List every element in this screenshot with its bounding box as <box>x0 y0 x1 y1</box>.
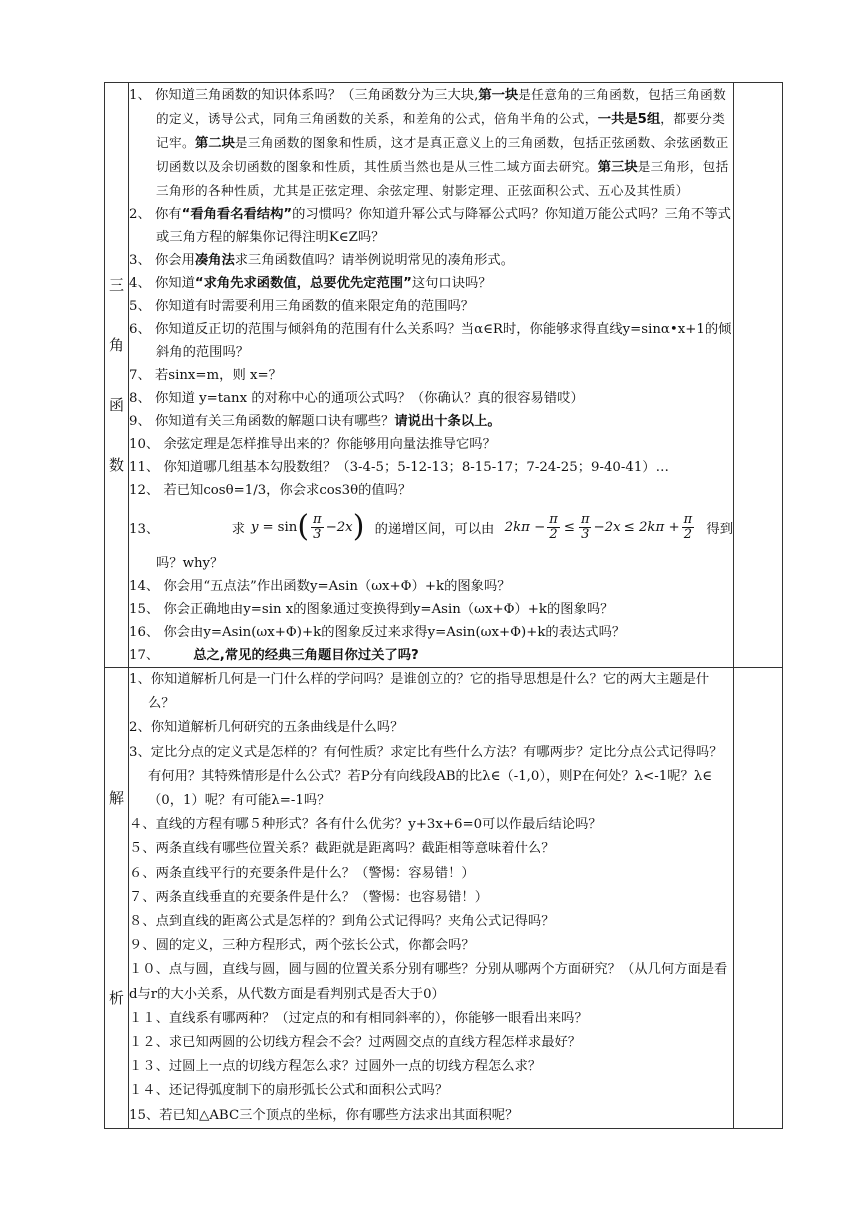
list-item: 3、 你会用凑角法求三角函数值吗？请举例说明常见的凑角形式。 <box>129 253 514 268</box>
list-item: ８、点到直线的距离公式是怎样的？到角公式记得吗？夹角公式记得吗？ <box>129 914 555 930</box>
section-row-trig <box>105 83 783 668</box>
list-item: ５、两条直线有哪些位置关系？截距就是距离吗？截距相等意味着什么？ <box>129 841 555 857</box>
label-char: 析 <box>108 988 124 1007</box>
blank-cell <box>734 83 783 668</box>
list-item: 6、 你知道反正切的范围与倾斜角的范围有什么关系吗？当α∈R时，你能够求得直线y=sinα•x+1的倾斜角的范围吗？ <box>129 322 732 360</box>
label-char: 数 <box>108 456 124 474</box>
list-item: 7、 若sinx=m，则 x=？ <box>129 368 282 383</box>
list-item: ７、两条直线垂直的充要条件是什么？（警惕：也容易错！） <box>129 889 489 905</box>
math-y: y <box>251 519 259 535</box>
list-item: 2、你知道解析几何研究的五条曲线是什么吗？ <box>129 720 404 736</box>
list-item: 3、定比分点的定义式是怎样的？有何性质？求定比有些什么方法？有哪两步？定比分点公式记得吗？有何用？其特殊情形是什么公式？若P分有向线段AB的比λ∈（-1,0），则P在何处？λ<-1呢？λ∈（0，1）呢？有可能λ=-1吗？ <box>129 744 723 809</box>
section-content-trig <box>129 83 734 668</box>
list-item: 2、 你有“看角看名看结构”的习惯吗？你知道升幂公式与降幂公式吗？你知道万能公式吗？三角不等式或三角方程的解集你记得注明K∈Z吗？ <box>129 207 731 245</box>
section-row-analytic <box>105 668 783 1129</box>
section-label-analytic <box>105 668 129 1129</box>
math-sin: sin <box>277 519 298 535</box>
formula-inequality: 2kπ − $\frac{\pi}{2}$ ≤ $\frac{\pi}{3}$ −2x ≤ 2kπ + $\frac{\pi}{2}$ <box>504 511 693 542</box>
list-item: 1、你知道解析几何是一门什么样的学问吗？是谁创立的？它的指导思想是什么？它的两大主题是什么？ <box>129 672 710 712</box>
list-item: １２、求已知两圆的公切线方程会不会？过两圆交点的直线方程怎样求最好？ <box>129 1035 582 1051</box>
list-item: 16、 你会由y=Asin(ωx+Φ)+k的图象反过来求得y=Asin(ωx+Φ)+k的表达式吗？ <box>129 625 626 640</box>
section-label-trig <box>105 83 129 668</box>
label-char: 函 <box>108 396 124 414</box>
formula-post: 得到 <box>706 521 733 537</box>
list-item: 15、若已知△ABC三个顶点的坐标，你有哪些方法求出其面积呢？ <box>129 1107 519 1123</box>
label-char: 三 <box>108 276 124 294</box>
math-frac: $\frac{\pi}{3}$ <box>313 511 322 542</box>
list-item: 17、 总之,常见的经典三角题目你过关了吗? <box>129 648 419 663</box>
math-term: −2x <box>325 519 353 535</box>
section-content-analytic <box>129 668 734 1129</box>
list-item: １１、直线系有哪两种？（过定点的和有相同斜率的），你能够一眼看出来吗？ <box>129 1010 588 1026</box>
list-item: 11、 你知道哪几组基本勾股数组？（3-4-5；5-12-13；8-15-17；7-24-25；9-40-41）… <box>129 460 669 475</box>
list-item: １０、点与圆，直线与圆，圆与圆的位置关系分别有哪些？分别从哪两个方面研究？（从几何方面是看d与r的大小关系，从代数方面是看判别式是否大于0） <box>129 962 728 1002</box>
blank-cell <box>734 668 783 1129</box>
list-item: 1、 你知道三角函数的知识体系吗？（三角函数分为三大块,第一块是任意角的三角函数，包括三角函数的定义，诱导公式，同角三角函数的关系，和差角的公式，倍角半角的公式，一共是5组，都要分类记牢。第二块是三角函数的图象和性质，这才是真正意义上的三角函数，包括正弦函数、余弦函数正切函数以及余切函数的图象和性质，其性质当然也是从三性二域方面去研究。第三块是三角形，包括三角形的各种性质，尤其是正弦定理、余弦定理、射影定理、正弦面积公式、五心及其性质） <box>129 87 729 198</box>
list-item: 5、 你知道有时需要利用三角函数的值来限定角的范围吗？ <box>129 299 475 314</box>
list-item: ６、两条直线平行的充要条件是什么？（警惕：容易错！） <box>129 865 475 881</box>
list-item: 8、 你知道 y=tanx 的对称中心的通项公式吗？（你确认？真的很容易错哎） <box>129 391 584 406</box>
label-char: 角 <box>108 336 124 354</box>
list-item: 12、 若已知cosθ=1/3，你会求cos3θ的值吗？ <box>129 483 412 498</box>
list-item: ９、圆的定义，三种方程形式，两个弦长公式，你都会吗？ <box>129 938 475 954</box>
list-item: 15、 你会正确地由y=sin x的图象通过变换得到y=Asin（ωx+Φ）+k的图象吗？ <box>129 602 614 617</box>
item-number: 13、 <box>129 521 160 537</box>
list-item: １４、还记得弧度制下的扇形弧长公式和面积公式吗？ <box>129 1083 449 1099</box>
formula-math: y = sin ( $\frac{\pi}{3}$ −2x ) 的递增区间，可以由 2kπ − $\frac{\pi}{2}$ ≤ $\frac{\pi}{3}$ −2x ≤ 2kπ + $\frac{\pi}{2}$ 得到 <box>251 509 733 544</box>
list-item: １３、过圆上一点的切线方程怎么求？过圆外一点的切线方程怎么求？ <box>129 1059 542 1075</box>
list-item: 14、 你会用“五点法”作出函数y=Asin（ωx+Φ）+k的图象吗？ <box>129 579 511 594</box>
list-item: 9、 你知道有关三角函数的解题口诀有哪些？请说出十条以上。 <box>129 414 501 429</box>
review-table <box>104 82 783 1129</box>
formula-prefix: 求 <box>231 521 245 537</box>
list-item: 10、 余弦定理是怎样推导出来的？你能够用向量法推导它吗？ <box>129 437 496 452</box>
math-eq: = <box>262 519 274 535</box>
label-char: 解 <box>108 788 124 807</box>
formula-mid: 的递增区间，可以由 <box>374 521 495 537</box>
formula-item <box>129 502 733 552</box>
list-item: 吗？why？ <box>156 556 224 571</box>
list-item: ４、直线的方程有哪５种形式？各有什么优劣？y+3x+6=0可以作最后结论吗？ <box>129 817 602 833</box>
list-item: 4、 你知道“求角先求函数值，总要优先定范围”这句口诀吗？ <box>129 276 492 291</box>
